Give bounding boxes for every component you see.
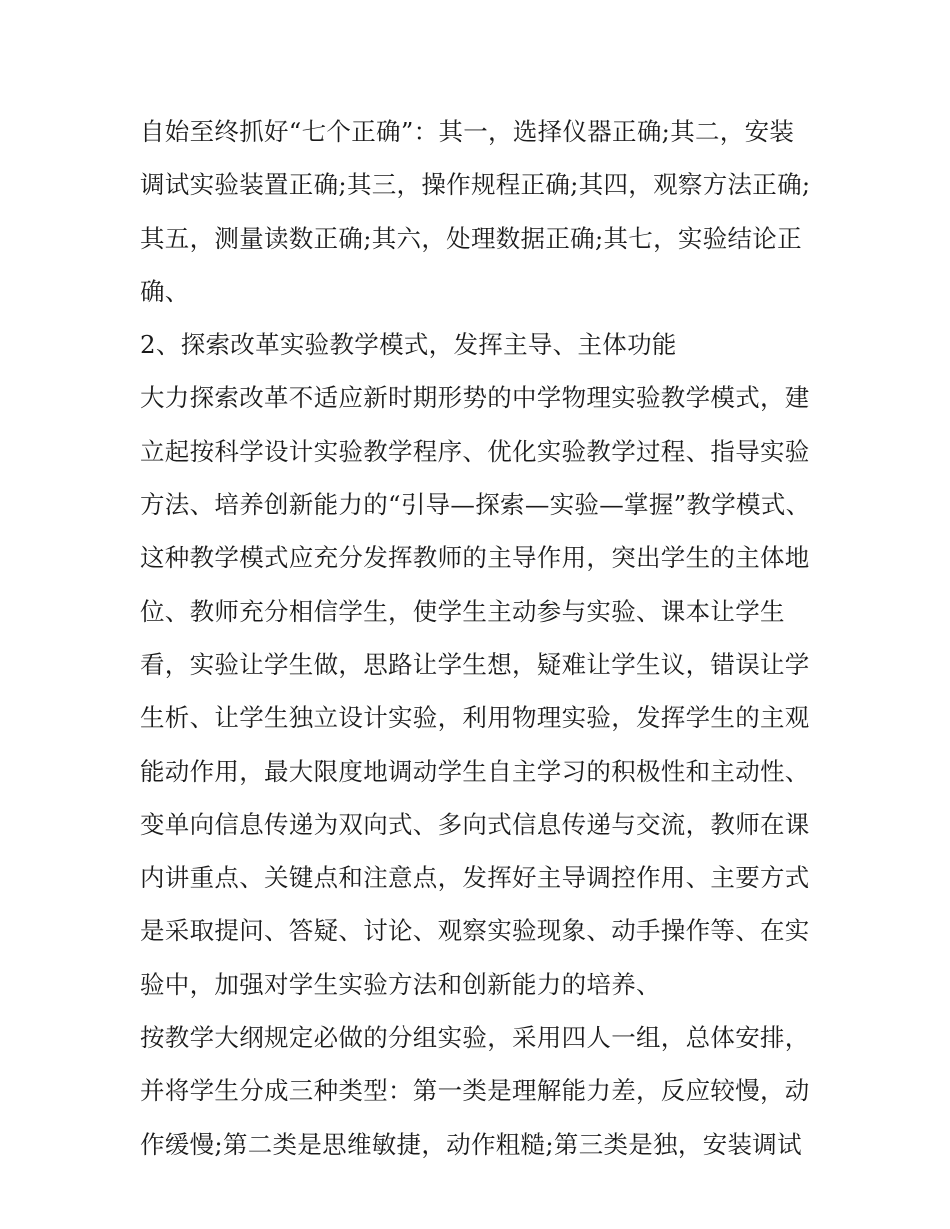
- text-line: 位、教师充分相信学生，使学生主动参与实验、课本让学生: [140, 596, 785, 626]
- text-line: 调试实验装置正确;其三，操作规程正确;其四，观察方法正确;: [140, 170, 811, 200]
- section-heading: 2、探索改革实验教学模式，发挥主导、主体功能: [140, 330, 677, 360]
- text-line: 方法、培养创新能力的“引导—探索—实验—掌握”教学模式、: [140, 490, 811, 520]
- text-line: 能动作用，最大限度地调动学生自主学习的积极性和主动性、: [140, 756, 810, 786]
- text-line: 按教学大纲规定必做的分组实验，采用四人一组，总体安排，: [140, 1023, 810, 1053]
- text-line: 作缓慢;第二类是思维敏捷，动作粗糙;第三类是独，安装调试: [140, 1129, 802, 1159]
- text-line: 这种教学模式应充分发挥教师的主导作用，突出学生的主体地: [140, 543, 810, 573]
- text-line: 确、: [140, 276, 190, 306]
- document-body: [140, 105, 820, 1171]
- text-line: 并将学生分成三种类型：第一类是理解能力差，反应较慢，动: [140, 1076, 810, 1106]
- text-line: 生析、让学生独立设计实验，利用物理实验，发挥学生的主观: [140, 703, 810, 733]
- text-line: 其五，测量读数正确;其六，处理数据正确;其七，实验结论正: [140, 223, 802, 253]
- text-line: 验中，加强对学生实验方法和创新能力的培养、: [140, 969, 661, 999]
- text-line: 内讲重点、关键点和注意点，发挥好主导调控作用、主要方式: [140, 863, 810, 893]
- text-line: 立起按科学设计实验教学程序、优化实验教学过程、指导实验: [140, 436, 810, 466]
- text-line: 变单向信息传递为双向式、多向式信息传递与交流，教师在课: [140, 809, 810, 839]
- text-line: 是采取提问、答疑、讨论、观察实验现象、动手操作等、在实: [140, 916, 810, 946]
- text-line: 大力探索改革不适应新时期形势的中学物理实验教学模式，建: [140, 383, 810, 413]
- text-line: 自始至终抓好“七个正确”：其一，选择仪器正确;其二，安装: [140, 117, 795, 146]
- text-line: 看，实验让学生做，思路让学生想，疑难让学生议，错误让学: [140, 649, 810, 679]
